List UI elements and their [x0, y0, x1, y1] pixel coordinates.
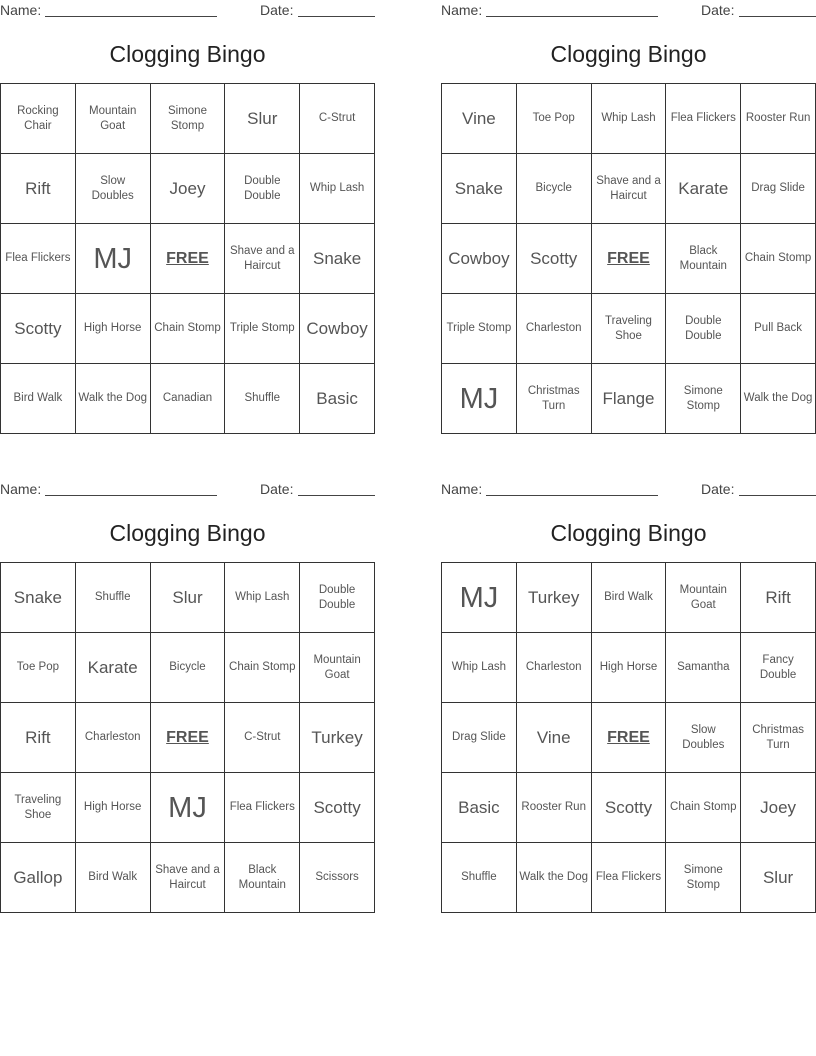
bingo-cell: Flange	[592, 364, 667, 434]
bingo-cell: Simone Stomp	[666, 364, 741, 434]
bingo-cell: Traveling Shoe	[592, 294, 667, 364]
date-blank-line	[298, 495, 375, 496]
bingo-cell: MJ	[151, 773, 226, 843]
name-date-header	[441, 2, 816, 20]
name-date-header	[0, 2, 375, 20]
bingo-cell: Double Double	[300, 563, 375, 633]
bingo-cell: Samantha	[666, 633, 741, 703]
bingo-cell: Walk the Dog	[741, 364, 816, 434]
bingo-cell: Bicycle	[151, 633, 226, 703]
name-blank-line	[45, 495, 217, 496]
bingo-cell: Chain Stomp	[151, 294, 226, 364]
bingo-cell: Triple Stomp	[442, 294, 517, 364]
name-blank-line	[486, 16, 658, 17]
bingo-cell: Drag Slide	[741, 154, 816, 224]
name-blank-line	[45, 16, 217, 17]
bingo-cell: Shave and a Haircut	[151, 843, 226, 913]
date-label: Date:	[701, 2, 735, 18]
bingo-cell: Rooster Run	[517, 773, 592, 843]
bingo-cell: Scotty	[1, 294, 76, 364]
bingo-cell: Whip Lash	[592, 84, 667, 154]
bingo-cell: MJ	[442, 364, 517, 434]
bingo-cell: Gallop	[1, 843, 76, 913]
bingo-cell: Toe Pop	[1, 633, 76, 703]
bingo-cell: Joey	[741, 773, 816, 843]
bingo-cell: Christmas Turn	[517, 364, 592, 434]
name-blank-line	[486, 495, 658, 496]
bingo-cell: Double Double	[666, 294, 741, 364]
bingo-cell: Basic	[300, 364, 375, 434]
bingo-cell: Basic	[442, 773, 517, 843]
date-label: Date:	[260, 481, 294, 497]
bingo-cell: Whip Lash	[225, 563, 300, 633]
name-label: Name:	[0, 481, 42, 497]
card-title: Clogging Bingo	[550, 520, 707, 546]
bingo-cell: Double Double	[225, 154, 300, 224]
name-date-header	[0, 481, 375, 499]
bingo-grid	[441, 562, 816, 913]
bingo-cell: Shave and a Haircut	[592, 154, 667, 224]
bingo-cell: Black Mountain	[666, 224, 741, 294]
bingo-grid	[0, 83, 375, 434]
bingo-cell: Slur	[151, 563, 226, 633]
bingo-cell: Flea Flickers	[666, 84, 741, 154]
free-space: FREE	[592, 224, 667, 294]
bingo-cell: Chain Stomp	[741, 224, 816, 294]
name-date-header	[441, 481, 816, 499]
card-title: Clogging Bingo	[550, 41, 707, 67]
bingo-card	[0, 0, 375, 408]
bingo-card	[0, 479, 375, 891]
date-label: Date:	[260, 2, 294, 18]
bingo-cell: Fancy Double	[741, 633, 816, 703]
bingo-cell: Slow Doubles	[666, 703, 741, 773]
bingo-cell: Black Mountain	[225, 843, 300, 913]
bingo-cell: Charleston	[517, 633, 592, 703]
bingo-cell: Charleston	[76, 703, 151, 773]
bingo-cell: Mountain Goat	[300, 633, 375, 703]
bingo-cell: MJ	[442, 563, 517, 633]
bingo-cell: Pull Back	[741, 294, 816, 364]
bingo-cell: Christmas Turn	[741, 703, 816, 773]
bingo-cell: Cowboy	[442, 224, 517, 294]
date-blank-line	[739, 16, 816, 17]
bingo-card	[441, 0, 816, 415]
bingo-cell: Slow Doubles	[76, 154, 151, 224]
card-title: Clogging Bingo	[109, 520, 266, 546]
bingo-cell: Bird Walk	[592, 563, 667, 633]
date-blank-line	[298, 16, 375, 17]
bingo-cell: Turkey	[517, 563, 592, 633]
bingo-cell: Simone Stomp	[666, 843, 741, 913]
bingo-cell: Bicycle	[517, 154, 592, 224]
bingo-cell: Rift	[741, 563, 816, 633]
bingo-cell: Scotty	[592, 773, 667, 843]
bingo-cell: Traveling Shoe	[1, 773, 76, 843]
bingo-cell: Shuffle	[76, 563, 151, 633]
free-space: FREE	[151, 224, 226, 294]
bingo-cell: Rift	[1, 703, 76, 773]
bingo-cell: Triple Stomp	[225, 294, 300, 364]
date-blank-line	[739, 495, 816, 496]
bingo-cell: Drag Slide	[442, 703, 517, 773]
name-label: Name:	[441, 481, 483, 497]
bingo-cell: Charleston	[517, 294, 592, 364]
bingo-cell: Whip Lash	[442, 633, 517, 703]
bingo-card	[441, 479, 816, 891]
bingo-cell: Rift	[1, 154, 76, 224]
bingo-cell: Shuffle	[225, 364, 300, 434]
bingo-cell: Bird Walk	[1, 364, 76, 434]
bingo-cell: Canadian	[151, 364, 226, 434]
bingo-cell: Joey	[151, 154, 226, 224]
bingo-cell: Scissors	[300, 843, 375, 913]
name-label: Name:	[0, 2, 42, 18]
bingo-cell: Scotty	[517, 224, 592, 294]
bingo-cell: Vine	[442, 84, 517, 154]
bingo-cell: Whip Lash	[300, 154, 375, 224]
bingo-cell: High Horse	[76, 773, 151, 843]
bingo-cell: Flea Flickers	[592, 843, 667, 913]
bingo-cell: Slur	[225, 84, 300, 154]
bingo-cell: Bird Walk	[76, 843, 151, 913]
bingo-cell: Shuffle	[442, 843, 517, 913]
bingo-cell: Scotty	[300, 773, 375, 843]
name-label: Name:	[441, 2, 483, 18]
bingo-cell: Simone Stomp	[151, 84, 226, 154]
card-title: Clogging Bingo	[109, 41, 266, 67]
bingo-cell: Vine	[517, 703, 592, 773]
bingo-cell: Mountain Goat	[666, 563, 741, 633]
bingo-cell: C-Strut	[225, 703, 300, 773]
bingo-cell: Flea Flickers	[225, 773, 300, 843]
bingo-cell: Walk the Dog	[517, 843, 592, 913]
bingo-cell: Chain Stomp	[666, 773, 741, 843]
bingo-cell: Snake	[300, 224, 375, 294]
bingo-cell: MJ	[76, 224, 151, 294]
bingo-grid	[441, 83, 816, 434]
bingo-cell: Mountain Goat	[76, 84, 151, 154]
bingo-cell: Rocking Chair	[1, 84, 76, 154]
bingo-cell: Snake	[1, 563, 76, 633]
date-label: Date:	[701, 481, 735, 497]
bingo-cell: Toe Pop	[517, 84, 592, 154]
free-space: FREE	[151, 703, 226, 773]
bingo-cell: High Horse	[76, 294, 151, 364]
bingo-cell: Flea Flickers	[1, 224, 76, 294]
bingo-grid	[0, 562, 375, 913]
free-space: FREE	[592, 703, 667, 773]
bingo-cell: Cowboy	[300, 294, 375, 364]
bingo-cell: Slur	[741, 843, 816, 913]
bingo-cell: Walk the Dog	[76, 364, 151, 434]
bingo-cell: Turkey	[300, 703, 375, 773]
bingo-cell: Snake	[442, 154, 517, 224]
bingo-cell: Karate	[76, 633, 151, 703]
bingo-cell: Shave and a Haircut	[225, 224, 300, 294]
bingo-cell: C-Strut	[300, 84, 375, 154]
bingo-cell: Chain Stomp	[225, 633, 300, 703]
bingo-cell: High Horse	[592, 633, 667, 703]
bingo-cell: Karate	[666, 154, 741, 224]
bingo-cell: Rooster Run	[741, 84, 816, 154]
